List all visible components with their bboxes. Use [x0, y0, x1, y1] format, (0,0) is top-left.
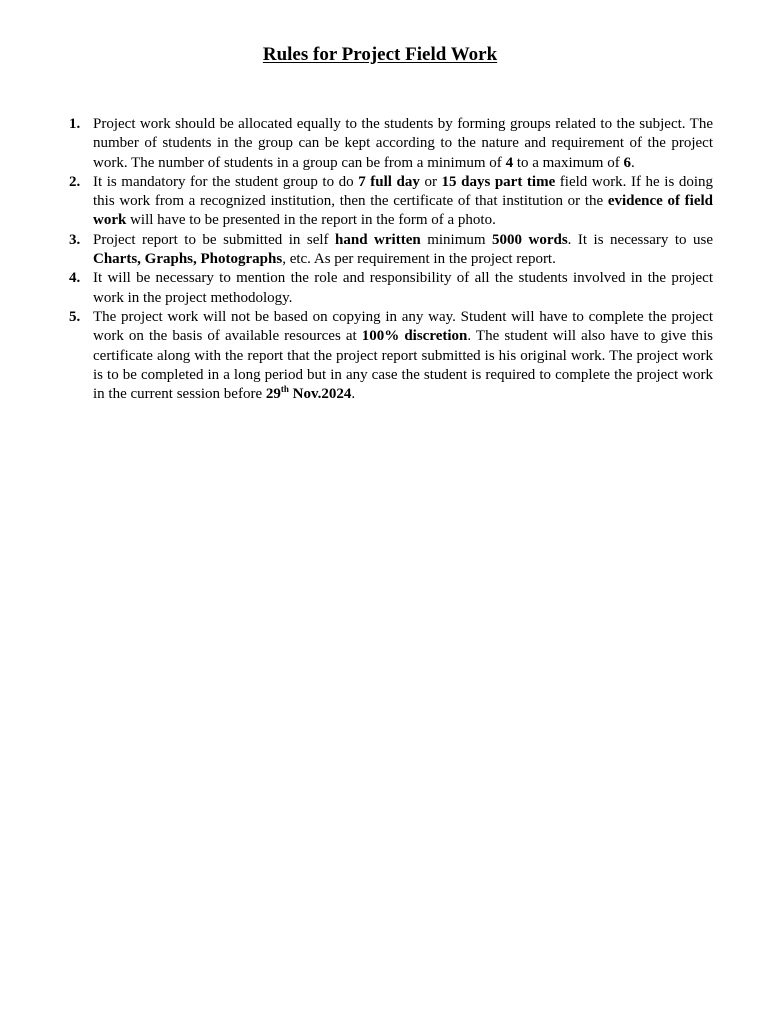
- rule-text-segment: Project report to be submitted in self: [93, 231, 336, 248]
- rule-text: [93, 115, 713, 173]
- rule-emphasis: 4: [505, 154, 514, 171]
- rule-emphasis: hand written: [335, 231, 421, 248]
- rule-number: 1.: [69, 116, 81, 132]
- rule-emphasis: evidence of field work: [93, 193, 713, 229]
- rule-item: [64, 173, 713, 231]
- rule-item: [64, 269, 713, 308]
- rule-text-segment: . The student will also have to give this certificate along with the report that the project report submitted is his original work. The project work is to be completed in a long period but in any case the student is required to complete the project work in the current session before: [93, 328, 714, 403]
- rule-emphasis: 29: [265, 386, 281, 403]
- rule-emphasis: 15 days part time: [441, 173, 556, 190]
- rule-number: 3.: [69, 231, 81, 248]
- rule-text-segment: It is mandatory for the student group to do: [93, 173, 359, 190]
- rule-item: [64, 231, 713, 270]
- rule-text: [93, 269, 713, 308]
- rule-text-segment: It will be necessary to mention the role and responsibility of all the students involved in the project work in the project methodology.: [93, 270, 713, 306]
- rule-text: [93, 173, 713, 231]
- rule-text-segment: minimum: [420, 231, 493, 248]
- rule-number: 2.: [69, 173, 81, 190]
- document-title: Rules for Project Field Work: [262, 44, 498, 65]
- rule-item: [64, 115, 713, 173]
- rule-text-segment: The project work will not be based on copying in any way. Student will have to complete the project work on the basis of available resources at: [93, 308, 713, 345]
- rule-emphasis: [281, 386, 289, 402]
- rule-text-segment: Project work should be allocated equally to the students by forming groups related to the subject. The number of students in the group can be kept according to the nature and requirement of the project work. The number of students in a group can be from a minimum of: [93, 116, 713, 171]
- rule-text-segment: will have to be presented in the report in the form of a photo.: [126, 212, 496, 229]
- rule-text-segment: .: [630, 154, 635, 171]
- rule-text-segment: field work. If he is doing this work from a recognized institution, then the certificate of that institution or the: [93, 173, 714, 210]
- rule-text-segment: .: [351, 386, 356, 403]
- rule-emphasis: 100% discretion: [361, 328, 468, 345]
- rule-text-segment: to a maximum of: [513, 154, 624, 171]
- rule-emphasis: 5000 words: [492, 231, 568, 248]
- rule-emphasis: 6: [623, 154, 631, 171]
- rule-item: [64, 308, 713, 404]
- rule-text: [93, 308, 713, 404]
- rule-number: 5.: [69, 308, 81, 325]
- rule-text-segment: or: [419, 173, 442, 190]
- ordinal-superscript: th: [280, 384, 289, 395]
- rule-emphasis: Nov.2024: [288, 386, 352, 403]
- rule-text: [93, 231, 713, 270]
- rule-text-segment: , etc. As per requirement in the project report.: [282, 251, 556, 268]
- rules-list: [64, 115, 713, 404]
- rule-number: 4.: [69, 270, 81, 287]
- rule-emphasis: 7 full day: [358, 173, 420, 190]
- rule-emphasis: Charts, Graphs, Photographs: [93, 251, 283, 268]
- rule-text-segment: . It is necessary to use: [567, 231, 713, 248]
